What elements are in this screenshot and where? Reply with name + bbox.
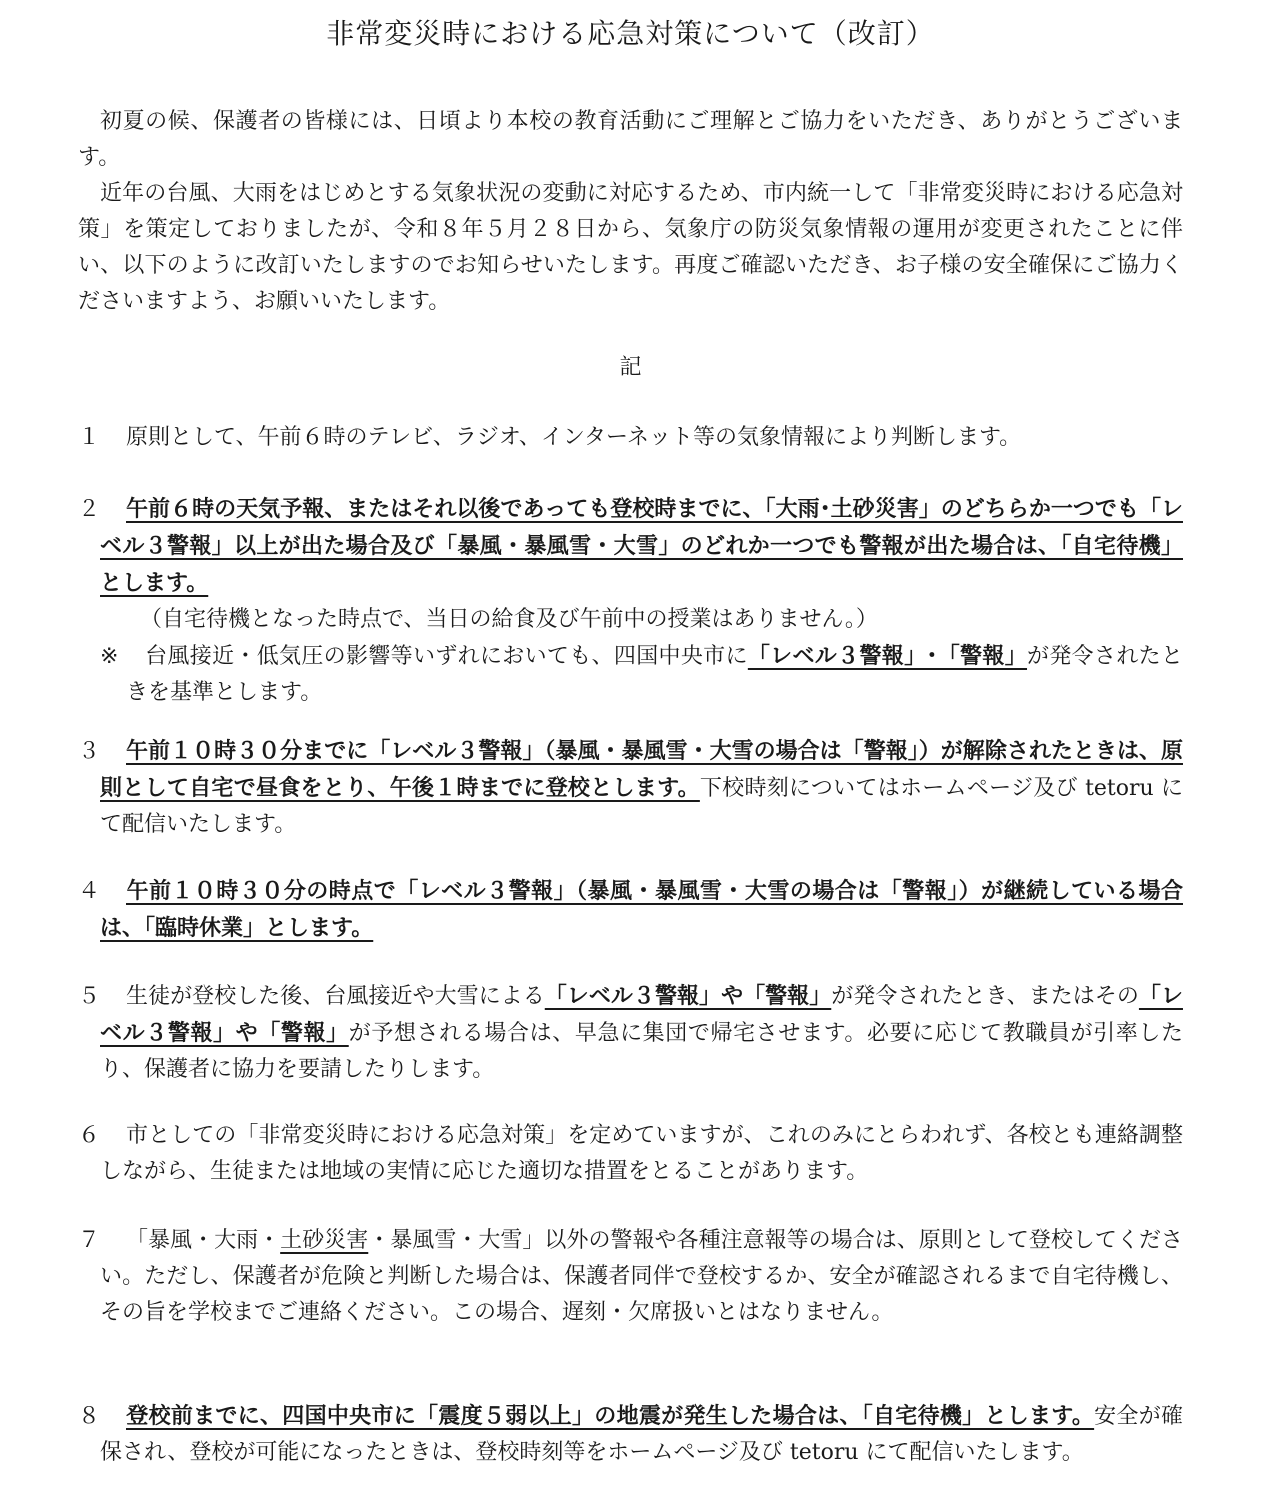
item-number: ７: [78, 1228, 101, 1253]
intro-paragraph-2: 近年の台風、大雨をはじめとする気象状況の変動に対応するため、市内統一して「非常変災時における応急対策」を策定しておりましたが、令和８年５月２８日から、気象庁の防災気象情報の運用が変更されたことに伴い、以下のように改訂いたしますのでお知らせいたします。再度ご確認いただき、お子様の安全確保にご協力くださいますよう、お願いいたします。: [78, 181, 1183, 314]
item-number: ６: [78, 1123, 101, 1148]
item-underlined: 「レベル３警報」や「警報」: [100, 983, 1183, 1046]
note-underlined: 「レベル３警報」･「警報」: [747, 643, 1028, 669]
note-text-end: が発令されたときを基準とします。: [126, 644, 1183, 705]
item-bold-text: 午前１０時３０分までに「レベル３警報」（暴風・暴風雪・大雪の場合は「警報」）が解除されたときは、原則として自宅で昼食をとり、午後１時までに登校とします。: [100, 738, 1183, 801]
item-text: が予想される場合は、早急に集団で帰宅させます。必要に応じて教職員が引率したり、保護者に協力を要請したりします。: [100, 1021, 1183, 1082]
intro-section: [78, 104, 1183, 320]
item-text: 市としての「非常変災時における応急対策」を定めていますが、これのみにとらわれず、各校とも連絡調整しながら、生徒または地域の実情に応じた適切な措置をとることがあります。: [100, 1123, 1183, 1184]
list-item-1: [78, 420, 1183, 456]
item-number: ３: [78, 739, 101, 764]
item-text: ・暴風雪・大雪」以外の警報や各種注意報等の場合は、原則として登校してください。ただし、保護者が危険と判断した場合は、保護者同伴で登校するか、安全が確認されるまで自宅待機し、その旨を学校までご連絡ください。この場合、遅刻・欠席扱いとはなりません。: [100, 1228, 1183, 1325]
item-number: １: [78, 425, 101, 450]
list-item-7: [78, 1223, 1183, 1331]
item-number: ８: [78, 1404, 101, 1429]
note-mark: ※: [100, 644, 119, 669]
item-number: ５: [78, 984, 101, 1009]
item-text: 安全が確保され、登校が可能になったときは、登校時刻等をホームページ及び tetoru にて配信いたします。: [100, 1404, 1183, 1465]
note-text: 台風接近・低気圧の影響等いずれにおいても、四国中央市に: [144, 644, 748, 669]
item-text: 「暴風・大雨・: [126, 1228, 281, 1253]
list-item-2: [78, 491, 1183, 711]
item-text: 生徒が登校した後、台風接近や大雪による: [126, 984, 545, 1009]
list-item-6: [78, 1118, 1183, 1190]
list-item-4: [78, 873, 1183, 947]
ki-heading: 記: [619, 355, 642, 380]
list-item-5: [78, 978, 1183, 1088]
item-underlined: 「レベル３警報」や「警報」: [544, 983, 832, 1009]
item-text: 原則として、午前６時のテレビ、ラジオ、インターネット等の気象情報により判断します。: [126, 425, 1022, 450]
item-bold-text: 午前１０時３０分の時点で「レベル３警報」（暴風・暴風雪・大雪の場合は「警報」）が継続している場合は、「臨時休業」とします。: [100, 878, 1183, 941]
list-item-8: [78, 1398, 1183, 1471]
intro-paragraph-1: 初夏の候、保護者の皆様には、日頃より本校の教育活動にご理解とご協力をいただき、ありがとうございます。: [78, 109, 1183, 170]
item-text: が発令されたとき、またはその: [831, 984, 1139, 1009]
item-subnote: （自宅待機となった時点で、当日の給食及び午前中の授業はありません。）: [140, 607, 878, 632]
document-title: 非常変災時における応急対策について（改訂）: [326, 17, 935, 50]
item-bold-text: 登校前までに、四国中央市に「震度５弱以上」の地震が発生した場合は、「自宅待機」とします。: [126, 1403, 1095, 1429]
item-number: ２: [78, 497, 101, 522]
item-underlined: 土砂災害: [280, 1228, 369, 1253]
list-item-3: [78, 733, 1183, 843]
item-bold-text: 午前６時の天気予報、またはそれ以後であっても登校時までに、「大雨･土砂災害」のどちらか一つでも「レベル３警報」以上が出た場合及び「暴風・暴風雪・大雪」のどれか一つでも警報が出た場合は、「自宅待機」とします。: [100, 496, 1183, 596]
item-text: 下校時刻についてはホームページ及び tetoru にて配信いたします。: [100, 776, 1183, 837]
item-number: ４: [78, 879, 101, 904]
